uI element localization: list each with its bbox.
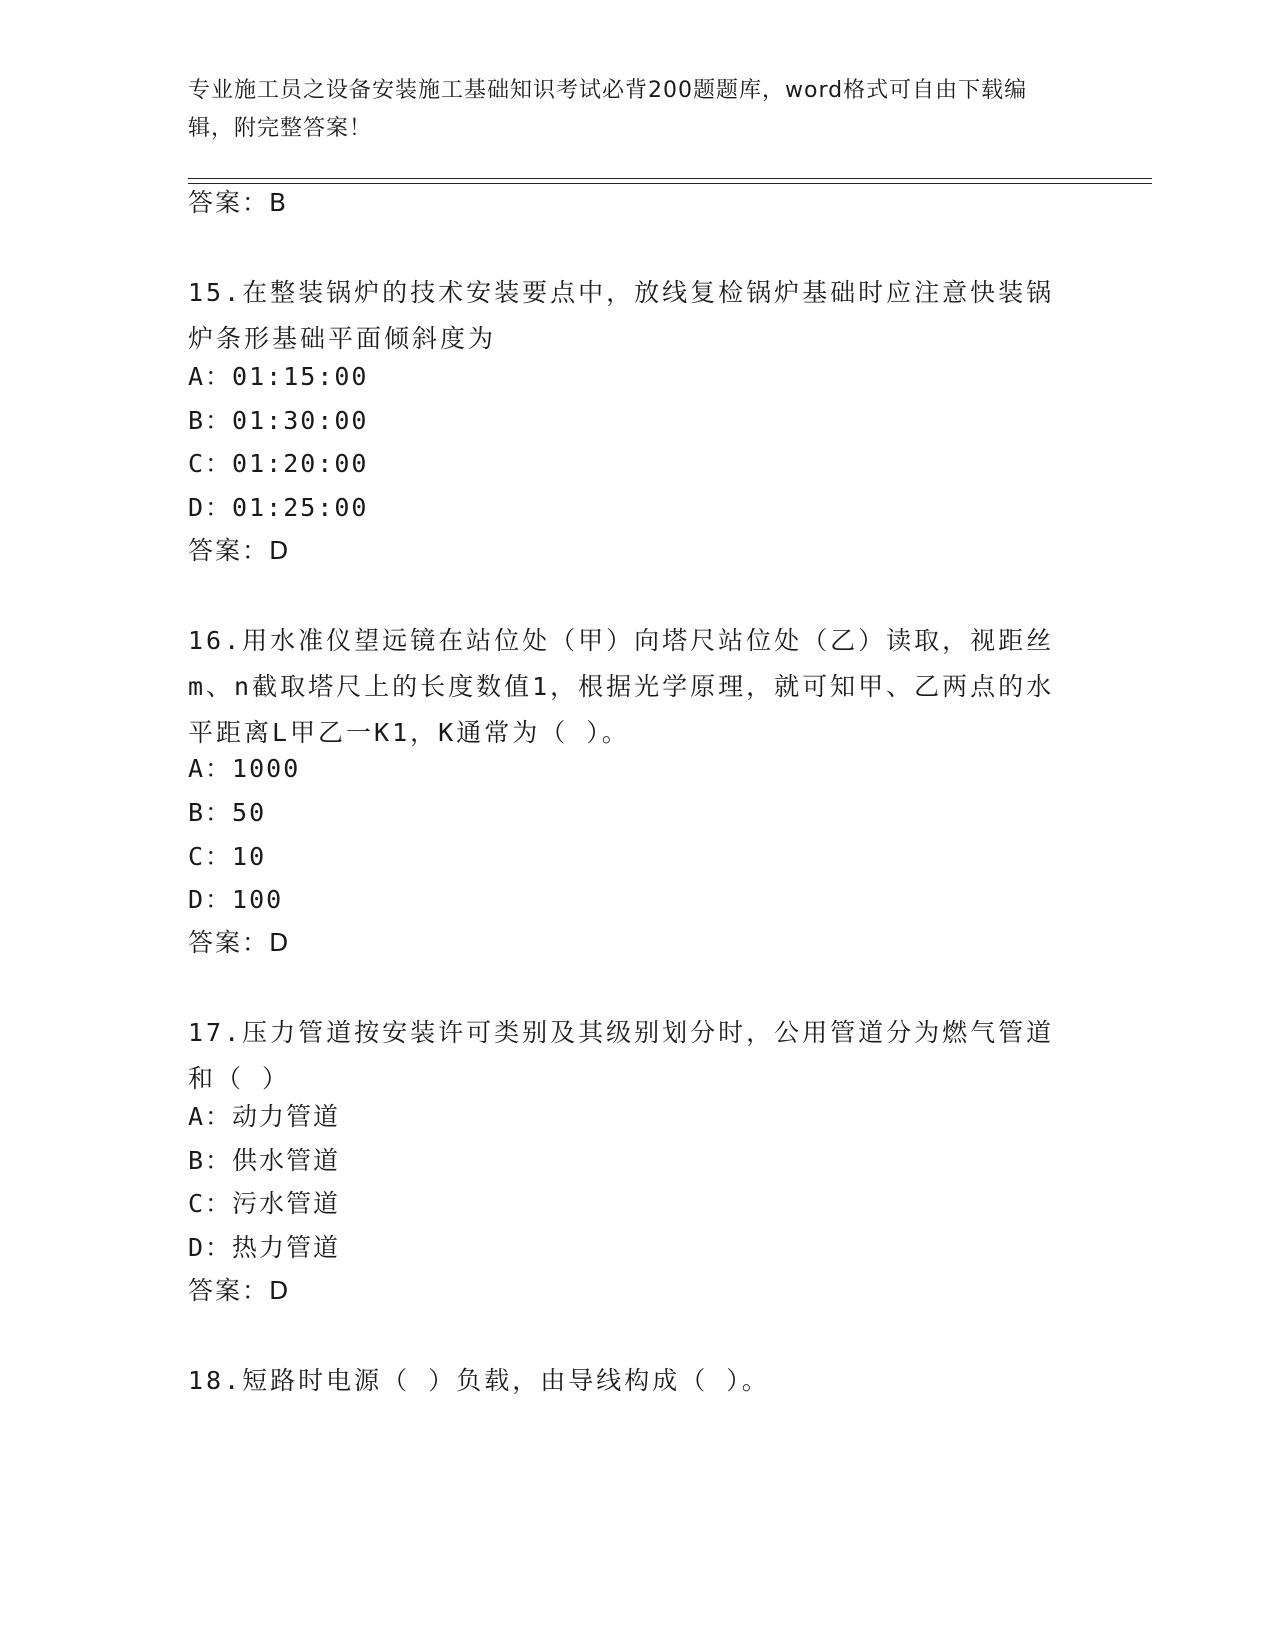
question-17-option-c: C：污水管道: [188, 1189, 341, 1218]
question-16-option-b: B：50: [188, 798, 267, 827]
question-15-answer: 答案：D: [188, 536, 291, 565]
answer-prev: 答案：B: [188, 188, 289, 217]
page-header: 专业施工员之设备安装施工基础知识考试必背200题题库，word格式可自由下载编辑，附完整答案！: [188, 78, 1028, 141]
question-17-stem: 17.压力管道按安装许可类别及其级别划分时，公用管道分为燃气管道和（ ）: [188, 1018, 1055, 1093]
question-16-option-c: C：10: [188, 842, 267, 871]
question-15-stem: 15.在整装锅炉的技术安装要点中，放线复检锅炉基础时应注意快装锅炉条形基础平面倾斜度为: [188, 278, 1055, 353]
header-divider-top: [188, 178, 1152, 179]
question-15-option-a: A：01:15:00: [188, 362, 369, 391]
question-15-option-c: C：01:20:00: [188, 449, 369, 478]
question-18-stem: 18.短路时电源（ ）负载，由导线构成（ ）。: [188, 1366, 770, 1395]
question-16-option-d: D：100: [188, 885, 284, 914]
question-17-answer: 答案：D: [188, 1276, 291, 1305]
header-divider-bottom: [188, 183, 1152, 184]
question-16-answer: 答案：D: [188, 928, 291, 957]
question-17-option-a: A：动力管道: [188, 1102, 341, 1131]
question-17-option-b: B：供水管道: [188, 1146, 341, 1175]
question-15-option-d: D：01:25:00: [188, 493, 369, 522]
question-16-stem: 16.用水准仪望远镜在站位处（甲）向塔尺站位处（乙）读取，视距丝m、n截取塔尺上的长度数值1，根据光学原理，就可知甲、乙两点的水平距离L甲乙一K1，K通常为（ ）。: [188, 626, 1055, 747]
question-16-option-a: A：1000: [188, 754, 301, 783]
question-15-option-b: B：01:30:00: [188, 406, 369, 435]
question-17-option-d: D：热力管道: [188, 1233, 341, 1262]
